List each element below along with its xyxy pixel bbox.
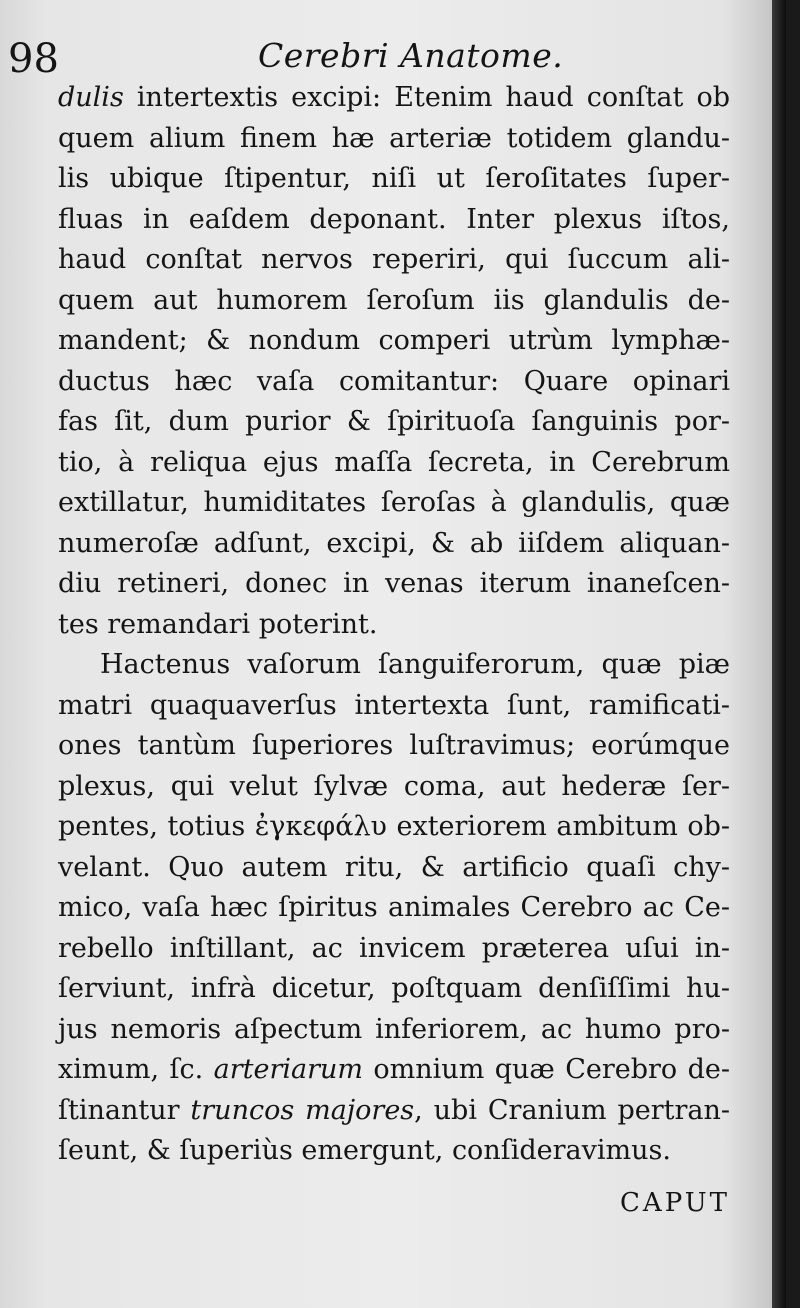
text-segment: ductus hæc vaſa comitantur: Quare opinari: [58, 365, 730, 397]
text-line: [58, 240, 730, 281]
text-segment: extillatur, humiditates ſeroſas à glandulis, quæ: [58, 487, 730, 518]
text-segment: lis ubique ſtipentur, niſi ut ſeroſitates ſuper-: [58, 163, 730, 194]
text-segment: omnium quæ Cerebro de-: [362, 1054, 730, 1085]
paragraph: [58, 78, 730, 645]
text-segment: numeroſæ adſunt, excipi, & ab iiſdem aliquan-: [58, 527, 730, 559]
text-segment: matri quaquaverſus intertexta ſunt, ramificati-: [58, 689, 730, 721]
page-number: 98: [8, 36, 59, 82]
text-line: [58, 362, 730, 403]
text-line: [58, 524, 730, 565]
text-segment: pentes, totius ἐγκεφάλυ exteriorem ambitum ob-: [58, 811, 730, 842]
body-text: [58, 78, 730, 1172]
text-line: [58, 200, 730, 241]
text-line: [58, 848, 730, 889]
text-line: [58, 1131, 730, 1172]
text-line: [58, 483, 730, 524]
text-line: [58, 564, 730, 605]
text-line: [58, 1050, 730, 1091]
text-segment: rebello inſtillant, ac invicem præterea uſui in-: [58, 932, 730, 964]
text-line: [58, 281, 730, 322]
text-segment: mico, vaſa hæc ſpiritus animales Cerebro ac Ce-: [58, 892, 730, 923]
text-segment: fluas in eaſdem deponant. Inter plexus iſtos,: [58, 203, 730, 235]
text-segment: ones tantùm ſuperiores luſtravimus; eorúmque: [58, 730, 730, 761]
italic-text: arteriarum: [213, 1054, 363, 1085]
text-line: [58, 119, 730, 160]
page-edge-shadow: [772, 0, 786, 1308]
catchword: CAPUT: [620, 1188, 730, 1218]
text-line: [58, 78, 730, 119]
text-segment: fas ſit, dum purior & ſpirituoſa ſanguinis por-: [58, 406, 730, 437]
text-line: [58, 1010, 730, 1051]
text-segment: , ubi Cranium pertran-: [414, 1094, 730, 1126]
text-line: [58, 605, 730, 646]
text-segment: plexus, qui velut ſylvæ coma, aut hederæ ſer-: [58, 770, 730, 802]
text-line: [58, 929, 730, 970]
text-line: [58, 159, 730, 200]
italic-text: dulis: [58, 82, 124, 113]
running-title: Cerebri Anatome.: [258, 36, 564, 75]
text-segment: Hactenus vaſorum ſanguiferorum, quæ piæ: [100, 649, 730, 680]
text-line: [58, 888, 730, 929]
italic-text: truncos majores: [190, 1094, 415, 1126]
text-line: [58, 321, 730, 362]
text-segment: diu retineri, donec in venas iterum inaneſcen-: [58, 568, 730, 599]
text-segment: mandent; & nondum comperi utrùm lymphæ-: [58, 325, 730, 356]
paragraph: [58, 645, 730, 1172]
text-line: [58, 726, 730, 767]
text-segment: quem aut humorem ſeroſum iis glandulis de-: [58, 284, 730, 316]
text-segment: tio, à reliqua ejus maſſa ſecreta, in Cerebrum: [58, 446, 730, 478]
text-segment: ſtinantur: [58, 1094, 191, 1126]
text-line: [58, 443, 730, 484]
text-line: [58, 969, 730, 1010]
text-line: [58, 1091, 730, 1132]
text-line: [58, 645, 730, 686]
text-segment: intertextis excipi: Etenim haud conſtat ob: [123, 82, 730, 113]
text-line: [58, 767, 730, 808]
text-segment: haud conſtat nervos reperiri, qui ſuccum ali-: [58, 244, 730, 275]
text-segment: quem alium finem hæ arteriæ totidem glandu-: [58, 122, 730, 154]
text-segment: ſerviunt, infrà dicetur, poſtquam denſiſſimi hu-: [58, 973, 730, 1004]
text-segment: velant. Quo autem ritu, & artificio quaſi chy-: [58, 851, 730, 883]
text-segment: ximum, ſc.: [58, 1054, 214, 1085]
text-segment: tes remandari poterint.: [58, 608, 378, 640]
text-segment: ſeunt, & ſuperiùs emergunt, conſideravimus.: [58, 1135, 671, 1166]
text-line: [58, 807, 730, 848]
text-line: [58, 402, 730, 443]
text-segment: jus nemoris aſpectum inferiorem, ac humo pro-: [58, 1013, 730, 1045]
text-line: [58, 686, 730, 727]
